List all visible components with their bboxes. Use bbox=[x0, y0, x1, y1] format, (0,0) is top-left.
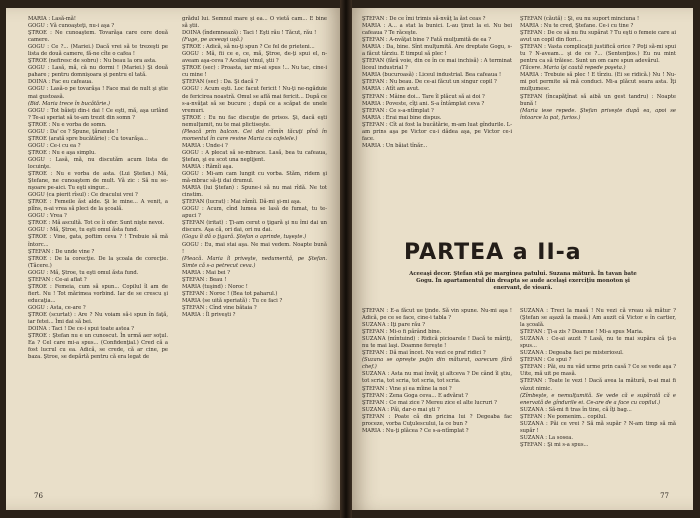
dialogue-line: MARIA (tuşind) : Noroc ! bbox=[182, 283, 248, 290]
dialogue-line: ŞTEFAN : Ce s-a-ntîmplat ? bbox=[362, 107, 434, 114]
dialogue-line: ŞTROE : Mă ascultă. Tot ce îi ofer. Sunt nişte nevoi. bbox=[28, 220, 165, 227]
dialogue-line: SUZANA : Să-mi fi tras în tine, că îţi bag... bbox=[520, 406, 632, 413]
dialogue-line: ŞTEFAN : Mi-o fi părând bine. bbox=[362, 329, 442, 336]
right-column-2 bbox=[520, 16, 676, 122]
right-column-2-lower bbox=[520, 308, 676, 449]
dialogue-line: GOGU : Tot băieţi din-i dai ! Ce eşti, mă, aşa urlând ? Te-ai speriat să te-am trezit din somn ? bbox=[28, 107, 168, 121]
dialogue-line: SUZANA (mîntuind) : Ridică picioarele ! Dacă te măriţi, nu te mai laşi. Doamne fereşte ! bbox=[362, 336, 512, 350]
dialogue-line: ŞTEFAN (căută) : Şi, eu nu suport minciuna ! bbox=[520, 16, 640, 22]
dialogue-line: MARIA : Rămîi aşa. bbox=[182, 163, 234, 170]
dialogue-line: ŞTROE : De la corecţie. De la şcoala de corecţie. (Tăcere.) bbox=[28, 255, 168, 269]
dialogue-line: ŞTEFAN : Cît ai fost la bucătărie, m-am luat gîndurile. L-am prins aşa pe Victor cu-i dădea aşa, pe Victor ce-i face. bbox=[362, 121, 512, 142]
dialogue-line: GOGU : Eu, mai stai aşa. Ne mai vedem. Noapte bună ! bbox=[182, 241, 327, 255]
dialogue-line: GOGU : Lasă, mă, că nu dormi ! (Mariei.) Şi două pahare ; pentru domnişoara şi pentru el tată. bbox=[28, 65, 168, 79]
dialogue-line: GOGU : Asta, ce-are ? bbox=[28, 304, 86, 311]
dialogue-line: ŞTEFAN (sec) : Da. Şi dacă ? bbox=[182, 79, 258, 86]
dialogue-line: MARIA (bucuroasă) : Liceul industrial. Bea cafeaua ! bbox=[362, 72, 502, 79]
dialogue-line: ŞTROE : Nu e aşa simplu. bbox=[28, 149, 96, 156]
dialogue-line: ŞTEFAN : De ce să nu fiu supărat ? Tu eşti o femeie care ai avut un copil din flori... bbox=[520, 30, 676, 44]
dialogue-line: ŞTEFAN : Cînd vine bătaia ? bbox=[182, 304, 257, 311]
dialogue-line: DOINA : Taci ! De ce-i spui toate astea ? bbox=[28, 326, 134, 333]
dialogue-line: GOGU : Ce-i cu ea ? bbox=[28, 142, 81, 149]
dialogue-line: MARIA : A... a stat la bunici. L-au ţinut la ei. Nu bei cafeaua ? Te răceşte. bbox=[362, 23, 512, 37]
dialogue-line: ŞTEFAN : Zena Goga ceva... E advărat ? bbox=[362, 392, 468, 399]
dialogue-line: SUZANA : Păi ce vrei ? Să mă supăr ? N-am timp să mă supăr ! bbox=[520, 420, 676, 434]
book-gutter bbox=[340, 0, 352, 518]
dialogue-line: MARIA : Unde-i ? bbox=[182, 142, 228, 149]
dialogue-line: GOGU : Lasă, mă, nu discutăm acum lista de locuinţe. bbox=[28, 156, 168, 170]
dialogue-line: ŞTEFAN : Beau ! bbox=[182, 276, 227, 283]
part-title: PARTEA a II-a bbox=[404, 240, 582, 265]
dialogue-line: ŞTROE : Eu nu fac discuţie de prisos. Şi, dacă eşti nemulţumit, nu te mai plictiseşte. bbox=[182, 114, 327, 128]
dialogue-line: GOGU : Mi-am cam lungit cu vorba. Stăm, ridem şi mă-mbrac să-ţi dai drumul. bbox=[182, 171, 327, 185]
dialogue-line: ŞTEFAN : Ţi-a zis ? Doamne ! Mi-a spus Maria. bbox=[520, 329, 644, 336]
dialogue-line: (Bid. Maria trece în bucătărie.) bbox=[28, 100, 111, 107]
dialogue-line: DOINA (îndemnează) : Taci ! Eşti rău ! Tăcut, rău ! bbox=[182, 30, 317, 37]
dialogue-line: (Pleacă prin balcon. Cei doi rămîn tăcuţi pînă în momentul în care revine Maria cu cafelele.) bbox=[182, 128, 327, 142]
dialogue-line: MARIA : Poveste, cîţi ani. S-a întâmplat ceva ? bbox=[362, 100, 485, 107]
dialogue-line: GOGU : Da' ce ? Spune, ţăranule ! bbox=[28, 128, 119, 135]
dialogue-line: ŞTROE (scurtat) : Are ? Nu voiam să-i spun în faţă, iar fetei... Îmi dai să bei. bbox=[28, 311, 168, 326]
dialogue-line: MARIA : Nu te cred, Ştefane. Ce-i cu tine ? bbox=[520, 23, 634, 30]
dialogue-line: MARIA : Trebuie să plec ! E tîrziu. (Ei se ridică.) Nu ! Nu-mi pot permite să mă conduci. Mi-a plăcut seara asta. Îţi mulţumesc. bbox=[520, 72, 676, 93]
dialogue-line: ŞTEFAN : Ce spui ? bbox=[520, 357, 572, 364]
dialogue-line: GOGU : Ce ?... (Mariei.) Dacă vrei să te trezeşti pe lista de două camere, fă-ne cîte o cafea ! bbox=[28, 44, 168, 58]
dialogue-line: SUZANA : La sosea. bbox=[520, 434, 574, 441]
dialogue-line: ŞTEFAN : De unde vine ? bbox=[28, 248, 95, 255]
dialogue-line: MARIA : Un băiat tînăr... bbox=[362, 142, 428, 149]
dialogue-line: (Maria iese repede. Ştefan priveşte după ea, apoi se întoarce la pat, furios.) bbox=[520, 107, 676, 121]
dialogue-line: ŞTEFAN : Poate că din pricina lui ? Degeaba fac proceze, vorba Cuţulescului, la ce bun ? bbox=[362, 413, 512, 427]
dialogue-line: ŞTEFAN : Nu beau. De ce-ai făcut un singur copil ? bbox=[362, 79, 497, 86]
left-column-2 bbox=[182, 16, 327, 319]
dialogue-line: SUZANA : Ce-ai auzit ? Lasă, nu te mai supăra că ţi-a spus... bbox=[520, 336, 676, 350]
dialogue-line: MARIA (se uită speriată) : Tu ce faci ? bbox=[182, 297, 283, 304]
dialogue-line: GOGU : Mă, Ştroe, tu eşti omul ăsta fund. bbox=[28, 269, 139, 276]
dialogue-line: ŞTROE : Femeia, cum să spun... Copilul îl am de fiert. Nu ! Tot mărimea vorbind. Iar de se crescu şi educaţia... bbox=[28, 283, 168, 304]
dialogue-line: ŞTEFAN : Noroc ! (Bea tot paharul.) bbox=[182, 290, 278, 297]
dialogue-line: ŞTEFAN (încapăţînat să aibă un gest tandru) : Noapte bună ! bbox=[520, 93, 676, 107]
dialogue-line: (Tăcere. Maria îşi caută repede poşeta.) bbox=[520, 65, 626, 72]
dialogue-line: ŞTROE : Nu e vorba de somn. bbox=[28, 121, 107, 128]
dialogue-line: (Fuge, pe aceeaşi ușă.) bbox=[182, 37, 243, 44]
page-number-right: 77 bbox=[660, 492, 669, 500]
dialogue-line: ŞTEFAN : Vine și ea mîine la noi ? bbox=[362, 385, 452, 392]
dialogue-line: GOGU : Vrea ? bbox=[28, 213, 67, 220]
dialogue-line: ŞTROE (sec) : Proasta, iar mi-ai spus !... Nu tac, cine-i cu mine ! bbox=[182, 65, 327, 79]
dialogue-line: ŞTEFAN : Ce-ai aflat ? bbox=[28, 276, 87, 283]
dialogue-line: ŞTEFAN : Vasta complicaţii justifică orice ? Poţi să-mi spui tu ? N-aveam... şi de ce ?... (Sentenţios.) Eu nu mint pentru ca să trăiesc. Sunt un om care spun adevărul. bbox=[520, 44, 676, 65]
dialogue-line: SUZANA : Iţi pare rău ? bbox=[362, 322, 426, 329]
dialogue-line: ŞTEFAN (iritat) : Ţi-am cerut o ţigară şi nu îmi dai un discurs. Aşa că, ori dai, ori nu dai. bbox=[182, 220, 327, 234]
dialogue-line: ŞTEFAN : Ne pomenim... copilul. bbox=[520, 413, 607, 420]
stage-directions: Aceeaşi decor. Ştefan stă pe marginea patului. Suzana mătură. În tavan bate Gogu. În apartamentul din dreapta se aude acelaşi exerciţiu monoton şi enervant, de vioară. bbox=[409, 271, 637, 291]
dialogue-line: GOGU : Vă cunoaşteţi, nu-i aşa ? bbox=[28, 23, 115, 30]
dialogue-line: MARIA : Erai mai bine dispus. bbox=[362, 114, 442, 121]
dialogue-line: GOGU : A plecat să se-mbrace. Lasă, bea tu cafeaua, Ştefan, şi eu scot una neglijent. bbox=[182, 149, 327, 163]
dialogue-line: (Suzana se oprește puţin din măturat, oarecum fără chef.) bbox=[362, 357, 512, 371]
dialogue-line: MARIA : Mai bei ? bbox=[182, 269, 230, 276]
dialogue-line: ŞTEFAN (fără voie, din ce în ce mai inchisă) : A terminat liceul industrial ? bbox=[362, 58, 512, 72]
dialogue-line: ŞTROE (arată spre bucătărie) : Cu tovarăşa... bbox=[28, 135, 148, 142]
dialogue-line: GOGU (ca pierit rîsul) : Ce dracului vrei ? bbox=[28, 192, 138, 199]
dialogue-line: GOGU : Mă, fii ce e, ce, mă, Ştroe, de-ţi spui el, n-aveam aşa-ceva ? Acelaşi vinul, ştii ? bbox=[182, 51, 327, 65]
dialogue-line: GOGU : Lasă-o pe tovarăşa ! Face mai de nult şi ştie mai gustoasă. bbox=[28, 86, 168, 100]
left-page bbox=[6, 8, 344, 510]
dialogue-line: SUZANA : Treci la masă ! Nu vezi că vreau să mătur ? (Ştefan se aşază la masă.) Am auzit că Victor e în cartier, la şcoală. bbox=[520, 308, 676, 329]
dialogue-line: ŞTROE : Ştefan nu e un cunoscut. În urmă aer soţul. Ea ? Cel care mi-a spus... (Confidenţial.) Cred că a fost lucrul cu ea. Adică, se crede, că ar cine, pe baza. Ştroe, se depărtă pentru că era legat de bbox=[28, 333, 168, 361]
dialogue-line: GOGU : Acum, cînd lumea se lasă de fumat, tu te-apuci ? bbox=[182, 206, 327, 220]
dialogue-line: (Gogu îi dă o ţigară. Ştefan o aprinde, tuşeşte.) bbox=[182, 234, 307, 241]
dialogue-line: grădul lui. Semnul mare şi ea... O vietă cam... E bine să ştii. bbox=[182, 16, 327, 30]
dialogue-line: ŞTEFAN : Toate le vezi ! Dacă avea la mătură, n-ai mai fi văzut nimic. bbox=[520, 378, 676, 392]
dialogue-line: (Zîmbeşte, e nemulţumită. Se vede că e supărată că e enervată de gîndurile ei. Ce-are de a face cu copilul.) bbox=[520, 392, 676, 406]
dialogue-line: MARIA : Da, bine. Sînt mulţumită. Are dreptate Gogu, s-a făcut târziu. E timpul să plec ! bbox=[362, 44, 512, 58]
dialogue-line: MARIA : Atît am avut. bbox=[362, 86, 420, 93]
dialogue-line: ŞTEFAN : Şi mi s-a spus... bbox=[520, 441, 589, 448]
dialogue-line: GOGU : Acum eşti. Loc facut fericit ! Nu-ţi ne-ngăduie de fericirea noastră. Omul se află mai fericit... După ce s-a-nvăţat să se bucure ; după ce a scăpat de unele vremuri. bbox=[182, 86, 327, 114]
dialogue-line: SUZANA : Asta nu mai învăţ şi altceva ? De când îl ştiu, tot scria, tot scria, tot scria, tot scria. bbox=[362, 371, 512, 385]
right-page bbox=[348, 8, 693, 510]
dialogue-line: ŞTROE : Femeile ăst alde. Şi le mine... A venit, a plîns, n-ai vrea să pleci de la şcoală. bbox=[28, 199, 168, 213]
dialogue-line: ŞTEFAN : Dă mai încet. Nu vezi ce praf ridici ? bbox=[362, 350, 486, 357]
dialogue-line: SUZANA : Degeaba faci pe misteriosul. bbox=[520, 350, 624, 357]
dialogue-line: ŞTEFAN : Păi, eu nu văd urme prin casă ? Ce se vede aşa ? Uite, mă uit pe masă. bbox=[520, 364, 676, 378]
dialogue-line: GOGU : Mă, Ştroe, tu eşti omul ăsta fund. bbox=[28, 227, 139, 234]
dialogue-line: ŞTEFAN : De ce îmi trimis să-nvăţ la ăst ceas ? bbox=[362, 16, 486, 22]
dialogue-line: MARIA : Nu-ţi plăcea ? Ce s-a-ntîmplat ? bbox=[362, 427, 469, 434]
dialogue-line: ŞTROE (nefiresc de sobru) : Nu beau la ora asta. bbox=[28, 58, 157, 65]
dialogue-line: MARIA (lui Ştefan) : Spune-i să nu mai rîdă. Ne tot cinstim. bbox=[182, 185, 327, 199]
dialogue-line: ŞTEFAN (lucrat) : Mai rămîi. Dă-mi şi-mi aşa. bbox=[182, 199, 302, 206]
dialogue-line: ŞTROE : Vine, gata, poftim ceva ? ! Trebuie să mă întorc... bbox=[28, 234, 168, 248]
dialogue-line: (Pleacă. Maria îl priveşte, nedumerită, pe Ştefan. Simte că s-a petrecut ceva.) bbox=[182, 255, 327, 269]
right-column-1 bbox=[362, 16, 512, 150]
dialogue-line: SUZANA : Păi, dar-o mai şti ? bbox=[362, 406, 440, 413]
dialogue-line: DOINA : Fac eu cafeaua. bbox=[28, 79, 93, 86]
dialogue-line: ŞTROE : Nu e vorba de asta. (Lui Ştefan.) Mă, Ştefane, ne cunoaştem de mult. Vă zic : Să nu se-nşoare pe-aici. Tu eşti singur... bbox=[28, 171, 168, 192]
page-number-left: 76 bbox=[34, 492, 43, 500]
dialogue-line: MARIA : Îl priveşti ? bbox=[182, 311, 236, 318]
right-column-1-lower bbox=[362, 308, 512, 435]
dialogue-line: ŞTROE : Adică, să nu-ţi spun ? Ce fel de prieteni... bbox=[182, 44, 315, 51]
dialogue-line: ŞTEFAN : E-a făcut ue ţinde. Să vin spune. Nu-mi aşa ! Adică, pe ce se face, cine-i tabla ? bbox=[362, 308, 512, 322]
dialogue-line: ŞTROE : Ne cunoaştem. Tovarăşa care cere două camere. bbox=[28, 30, 168, 44]
dialogue-line: ŞTEFAN : Ce mai zice ? Mereu zice el alte lucruri ? bbox=[362, 399, 497, 406]
dialogue-line: ŞTEFAN : Mâine doi... Tare îl plăcut să ai doi ? bbox=[362, 93, 485, 100]
dialogue-line: ŞTEFAN : A-nvăţat bine ? Fată mulţumită de ea ? bbox=[362, 37, 492, 44]
dialogue-line: MARIA : Lasă-mă! bbox=[28, 16, 76, 22]
left-column-1 bbox=[28, 16, 168, 361]
